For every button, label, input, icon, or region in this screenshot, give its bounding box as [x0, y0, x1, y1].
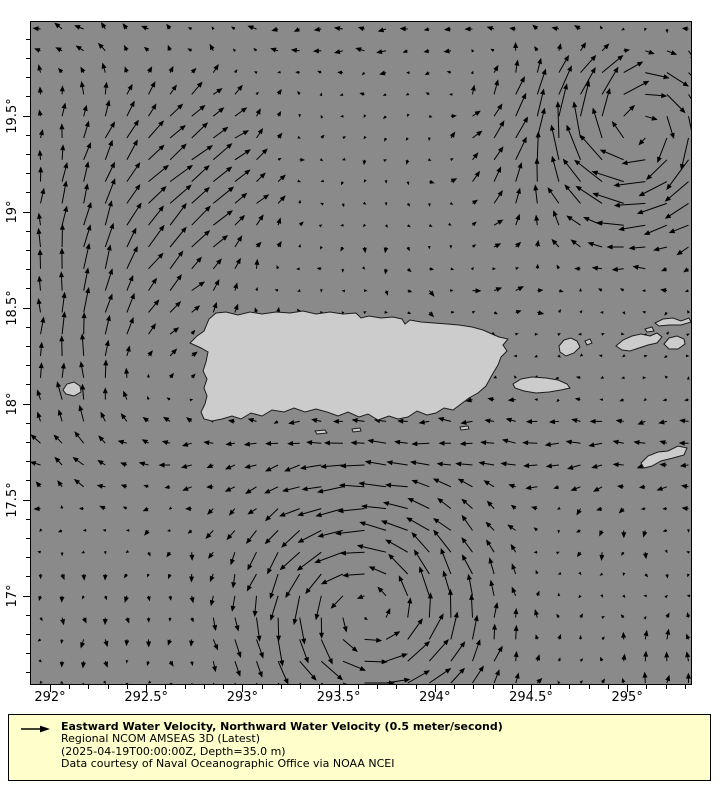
x-minor-tick — [358, 685, 359, 689]
y-tick-label: 19° — [5, 199, 20, 224]
legend-title: Eastward Water Velocity, Northward Water Velocity (0.5 meter/second) — [61, 720, 503, 733]
x-minor-tick — [223, 685, 224, 689]
y-minor-tick — [26, 519, 30, 520]
y-minor-tick — [26, 58, 30, 59]
y-minor-tick — [26, 96, 30, 97]
x-minor-tick — [165, 685, 166, 689]
x-tick-label: 294.5° — [509, 690, 553, 705]
y-minor-tick — [26, 634, 30, 635]
y-minor-tick — [26, 154, 30, 155]
y-minor-tick — [26, 135, 30, 136]
y-minor-tick — [26, 615, 30, 616]
y-tick-label: 18.5° — [5, 289, 20, 326]
y-minor-tick — [26, 384, 30, 385]
x-minor-tick — [319, 685, 320, 689]
y-minor-tick — [26, 442, 30, 443]
y-minor-tick — [26, 77, 30, 78]
x-minor-tick — [685, 685, 686, 689]
x-minor-tick — [512, 685, 513, 689]
y-tick-label: 17.5° — [5, 481, 20, 518]
x-tick-label: 292° — [34, 690, 66, 705]
x-minor-tick — [377, 685, 378, 689]
x-tick-label: 293° — [226, 690, 259, 705]
island-islet-south-2 — [352, 428, 361, 432]
legend-time-depth: (2025-04-19T00:00:00Z, Depth=35.0 m) — [61, 744, 286, 758]
island-mona — [63, 382, 81, 396]
y-major-tick — [23, 500, 30, 501]
y-minor-tick — [26, 346, 30, 347]
y-minor-tick — [26, 538, 30, 539]
x-minor-tick — [185, 685, 186, 689]
x-minor-tick — [473, 685, 474, 689]
y-major-tick — [23, 116, 30, 117]
x-minor-tick — [569, 685, 570, 689]
y-minor-tick — [26, 173, 30, 174]
x-minor-tick — [608, 685, 609, 689]
x-minor-tick — [646, 685, 647, 689]
y-tick-label: 18° — [5, 391, 20, 416]
y-minor-tick — [26, 250, 30, 251]
island-st-john — [664, 336, 685, 349]
y-minor-tick — [26, 672, 30, 673]
x-minor-tick — [262, 685, 263, 689]
y-major-tick — [23, 212, 30, 213]
vector-field-svg — [31, 22, 691, 684]
y-minor-tick — [26, 39, 30, 40]
island-islet-northeast — [645, 327, 654, 332]
x-minor-tick — [396, 685, 397, 689]
y-tick-label: 17° — [5, 583, 20, 608]
island-vieques — [513, 377, 570, 393]
island-culebra — [559, 338, 580, 356]
legend-box — [8, 714, 711, 781]
y-minor-tick — [26, 231, 30, 232]
y-major-tick — [23, 404, 30, 405]
x-minor-tick — [666, 685, 667, 689]
y-minor-tick — [26, 327, 30, 328]
x-minor-tick — [416, 685, 417, 689]
y-major-tick — [23, 596, 30, 597]
x-minor-tick — [204, 685, 205, 689]
x-minor-tick — [589, 685, 590, 689]
x-tick-label: 293.5° — [316, 690, 361, 705]
y-minor-tick — [26, 480, 30, 481]
x-minor-tick — [108, 685, 109, 689]
island-tortola-chain — [655, 318, 691, 326]
reference-arrow-icon — [19, 721, 57, 771]
map-plot-area — [30, 21, 692, 685]
x-minor-tick — [300, 685, 301, 689]
y-minor-tick — [26, 423, 30, 424]
island-islet-near-culebra — [585, 339, 592, 345]
y-tick-label: 19.5° — [5, 97, 20, 134]
x-tick-label: 295° — [611, 690, 643, 705]
x-minor-tick — [88, 685, 89, 689]
y-minor-tick — [26, 269, 30, 270]
island-islet-south-3 — [460, 426, 469, 430]
y-minor-tick — [26, 557, 30, 558]
y-major-tick — [23, 308, 30, 309]
y-minor-tick — [26, 461, 30, 462]
x-tick-label: 292.5° — [124, 690, 169, 705]
x-minor-tick — [493, 685, 494, 689]
y-minor-tick — [26, 576, 30, 577]
island-st-thomas — [616, 333, 662, 351]
island-islet-south-1 — [315, 430, 327, 434]
y-minor-tick — [26, 365, 30, 366]
x-minor-tick — [550, 685, 551, 689]
island-puerto-rico — [190, 311, 508, 421]
legend-dataset: Regional NCOM AMSEAS 3D (Latest) — [61, 732, 260, 746]
x-minor-tick — [127, 685, 128, 689]
x-minor-tick — [454, 685, 455, 689]
x-minor-tick — [69, 685, 70, 689]
x-minor-tick — [281, 685, 282, 689]
y-minor-tick — [26, 192, 30, 193]
legend-credit: Data courtesy of Naval Oceanographic Office via NOAA NCEI — [61, 757, 395, 771]
y-minor-tick — [26, 288, 30, 289]
x-tick-label: 294° — [419, 690, 451, 705]
y-minor-tick — [26, 653, 30, 654]
